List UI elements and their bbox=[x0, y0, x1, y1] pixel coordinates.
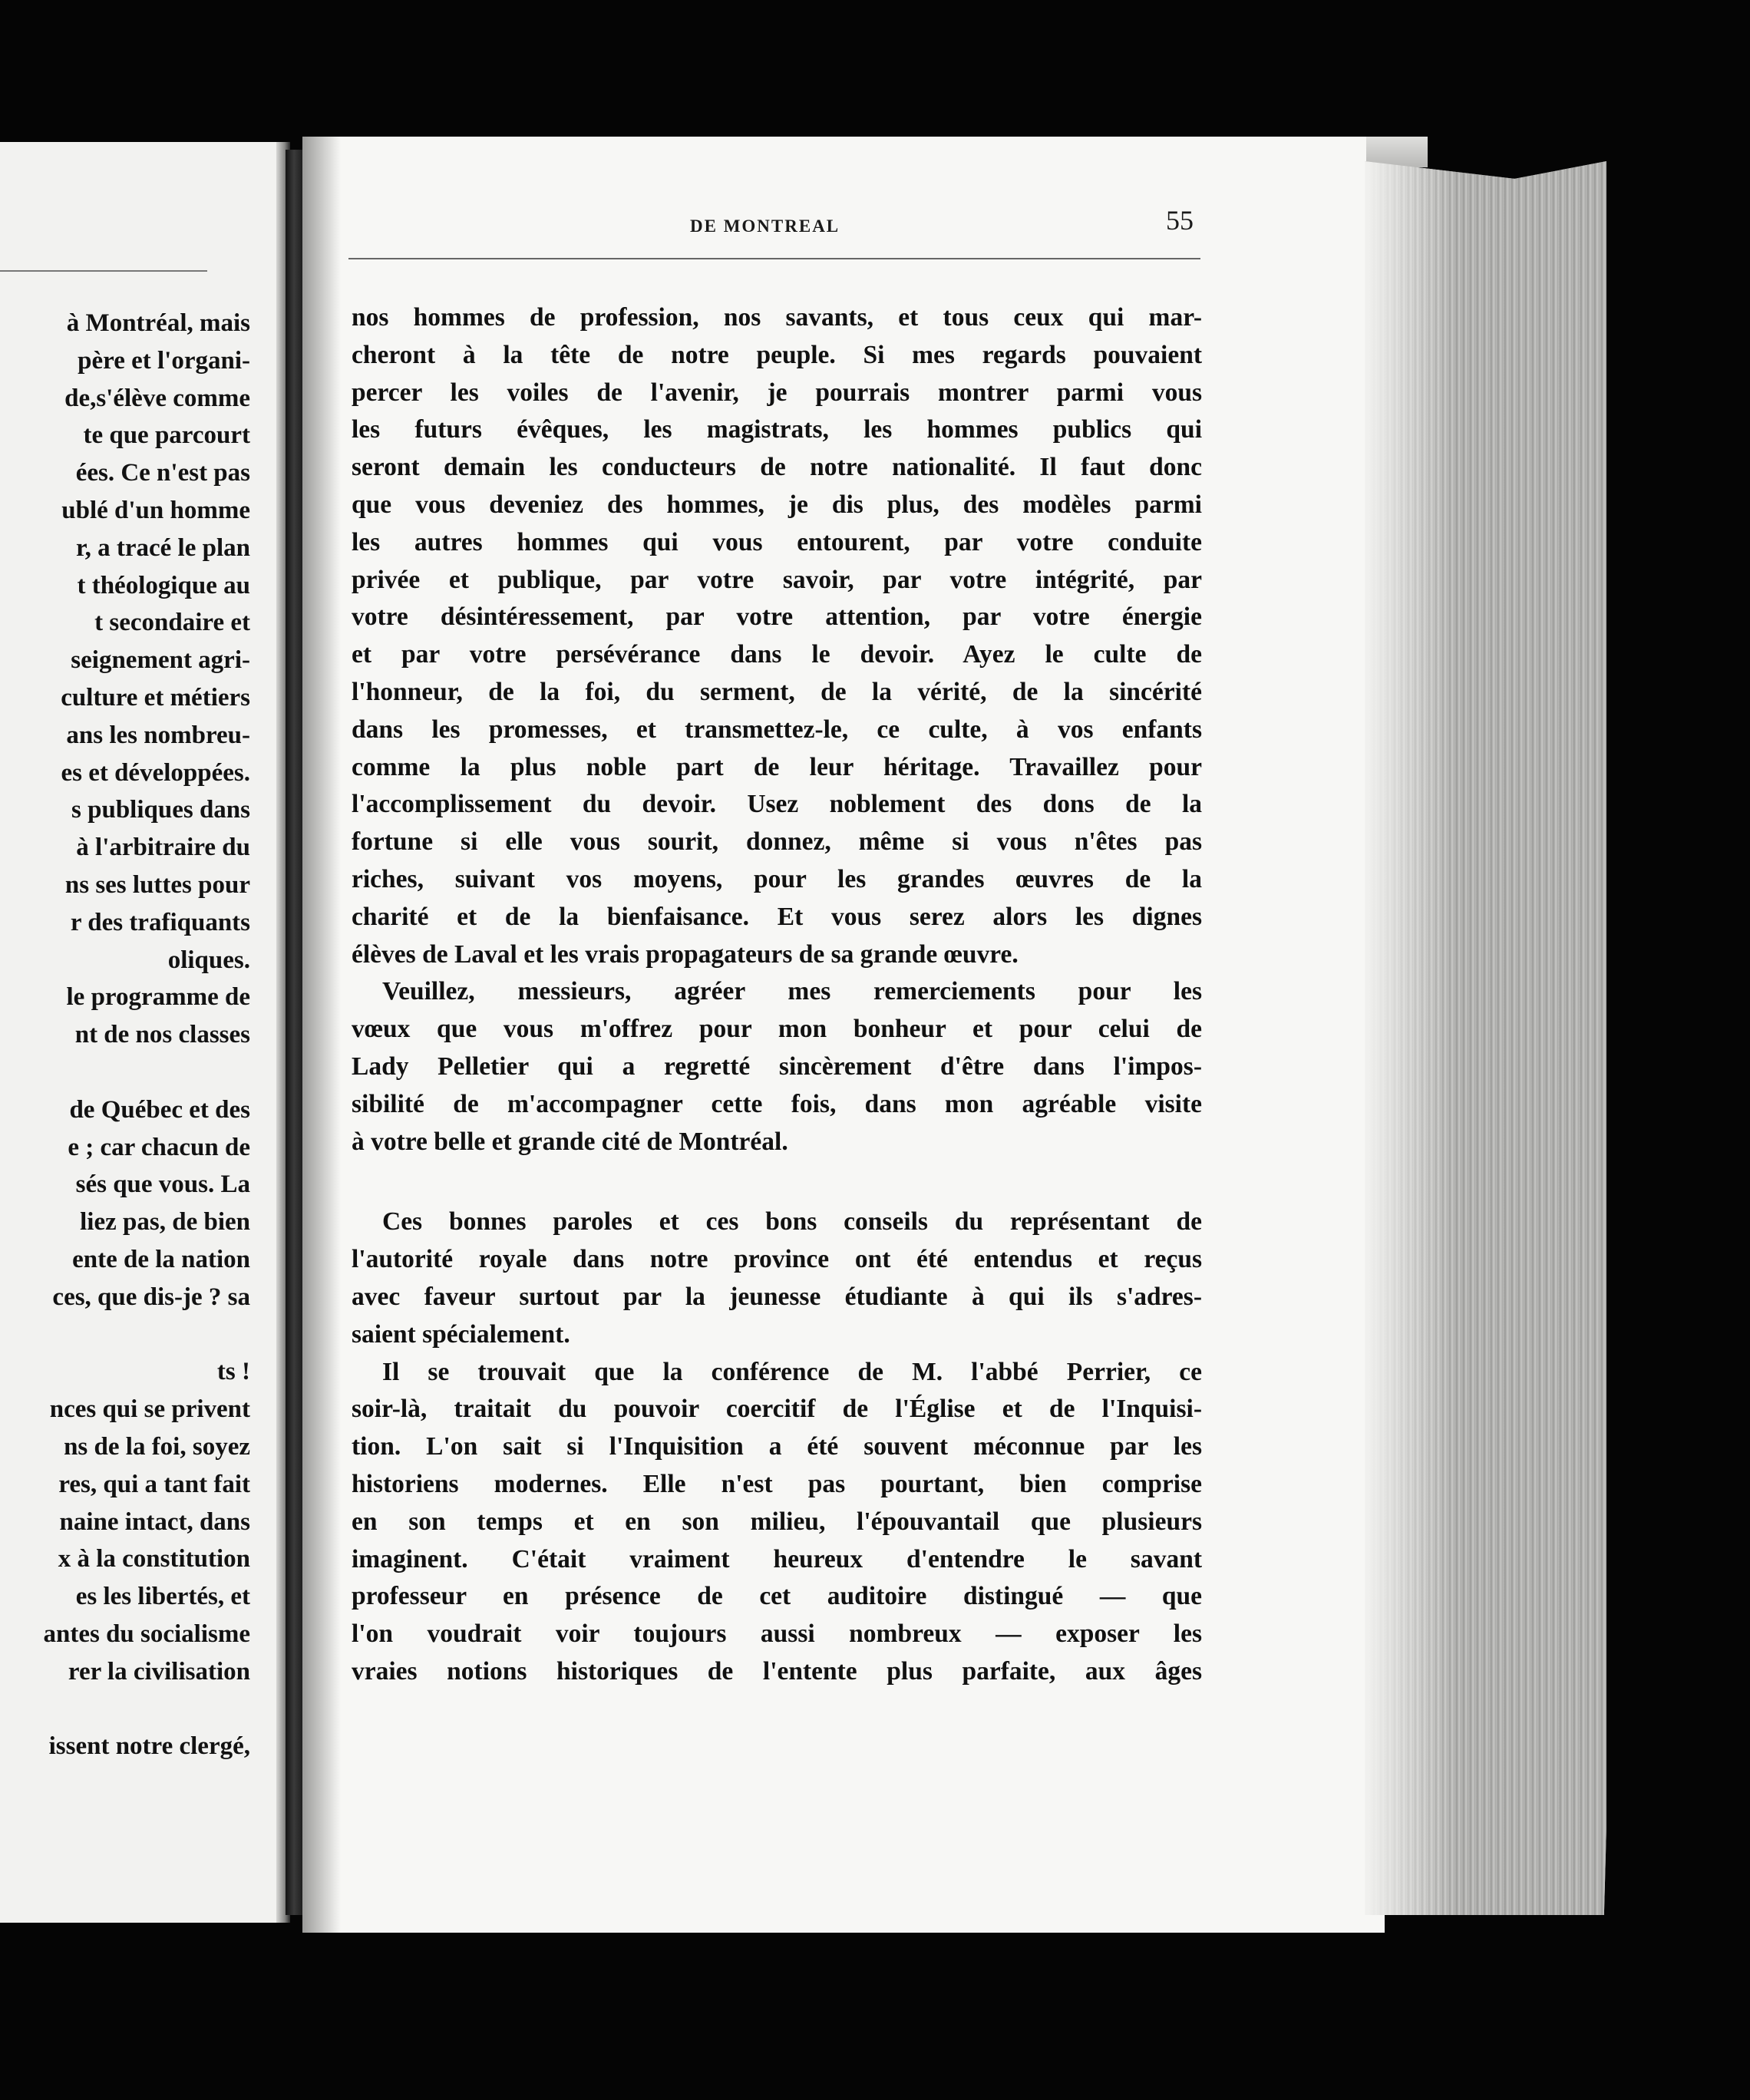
text-line: riches, suivant vos moyens, pour les grandes œuvres de la bbox=[352, 864, 1202, 893]
text-line: élèves de Laval et les vrais propagateurs de sa grande œuvre. bbox=[352, 939, 1019, 969]
text-line: sés que vous. La bbox=[75, 1171, 250, 1199]
text-line: ans les nombreu- bbox=[66, 721, 250, 749]
text-line: ces, que dis-je ? sa bbox=[52, 1283, 250, 1311]
text-line: professeur en présence de cet auditoire distingué — que bbox=[352, 1582, 1202, 1611]
right-page-gutter-shade bbox=[302, 137, 341, 1933]
text-line: que vous deveniez des hommes, je dis plus, des modèles parmi bbox=[352, 490, 1202, 519]
text-line: de,s'élève comme bbox=[64, 384, 250, 412]
text-line: l'accomplissement du devoir. Usez noblement des dons de la bbox=[352, 790, 1202, 819]
text-line: à Montréal, mais bbox=[66, 309, 250, 337]
body-text bbox=[352, 299, 1202, 1691]
text-line: ublé d'un homme bbox=[61, 496, 250, 524]
left-page bbox=[0, 142, 290, 1923]
text-line: l'honneur, de la foi, du serment, de la vérité, de la sincérité bbox=[352, 677, 1202, 706]
text-line: Lady Pelletier qui a regretté sincèrement d'être dans l'impos- bbox=[352, 1052, 1202, 1081]
page-edges-fade bbox=[1365, 161, 1457, 1915]
text-line: l'on voudrait voir toujours aussi nombreux — exposer les bbox=[352, 1620, 1202, 1649]
right-page bbox=[302, 137, 1385, 1933]
running-head: DE MONTREAL bbox=[690, 216, 840, 236]
text-line: es et développées. bbox=[61, 758, 250, 787]
text-line: ts ! bbox=[216, 1358, 250, 1386]
text-line: e ; car chacun de bbox=[68, 1133, 250, 1161]
text-line: x à la constitution bbox=[58, 1545, 250, 1573]
page-number: 55 bbox=[1166, 205, 1194, 236]
text-line: ées. Ce n'est pas bbox=[75, 459, 250, 487]
text-line: tion. L'on sait si l'Inquisition a été souvent méconnue par les bbox=[352, 1432, 1202, 1461]
text-line: culture et métiers bbox=[61, 683, 250, 712]
text-line bbox=[0, 1690, 250, 1728]
text-line: ns ses luttes pour bbox=[64, 870, 250, 899]
text-line: à votre belle et grande cité de Montréal. bbox=[352, 1127, 788, 1156]
text-line: imaginent. C'était vraiment heureux d'entendre le savant bbox=[352, 1544, 1202, 1573]
text-line: votre désintéressement, par votre attention, par votre énergie bbox=[352, 603, 1202, 632]
text-line: les autres hommes qui vous entourent, par votre conduite bbox=[352, 527, 1202, 556]
text-line: l'autorité royale dans notre province ont été entendus et reçus bbox=[352, 1245, 1202, 1274]
text-line: vraies notions historiques de l'entente plus parfaite, aux âges bbox=[352, 1656, 1202, 1686]
text-line: historiens modernes. Elle n'est pas pourtant, bien comprise bbox=[352, 1469, 1202, 1498]
text-line: nos hommes de profession, nos savants, et tous ceux qui mar- bbox=[352, 303, 1202, 332]
left-page-header-rule bbox=[0, 270, 207, 272]
text-line: fortune si elle vous sourit, donnez, même si vous n'êtes pas bbox=[352, 827, 1202, 857]
text-line: dans les promesses, et transmettez-le, ce culte, à vos enfants bbox=[352, 715, 1202, 744]
text-line: antes du socialisme bbox=[43, 1620, 250, 1648]
text-line: le programme de bbox=[66, 983, 250, 1012]
text-line: les futurs évêques, les magistrats, les hommes publics qui bbox=[352, 415, 1202, 444]
text-line: comme la plus noble part de leur héritage. Travaillez pour bbox=[352, 752, 1202, 781]
text-line: liez pas, de bien bbox=[80, 1208, 250, 1237]
header-rule bbox=[348, 258, 1200, 259]
text-line: vœux que vous m'offrez pour mon bonheur et pour celui de bbox=[352, 1015, 1202, 1044]
text-line: res, qui a tant fait bbox=[58, 1470, 250, 1498]
text-line: de Québec et des bbox=[69, 1095, 250, 1124]
text-line: percer les voiles de l'avenir, je pourrais montrer parmi vous bbox=[352, 378, 1202, 407]
text-line: rer la civilisation bbox=[68, 1657, 250, 1686]
text-line: s publiques dans bbox=[71, 796, 250, 824]
text-line: soir-là, traitait du pouvoir coercitif de l'Église et de l'Inquisi- bbox=[352, 1395, 1202, 1424]
paragraph-4 bbox=[352, 1354, 1202, 1691]
text-line: nces qui se privent bbox=[49, 1395, 250, 1424]
text-line: naine intact, dans bbox=[59, 1507, 250, 1536]
text-line: ente de la nation bbox=[72, 1245, 250, 1273]
text-line: Ces bonnes paroles et ces bons conseils du représentant de bbox=[382, 1207, 1202, 1237]
text-line bbox=[0, 1054, 250, 1091]
text-line: en son temps et en son milieu, l'épouvantail que plusieurs bbox=[352, 1507, 1202, 1536]
text-line: avec faveur surtout par la jeunesse étudiante à qui ils s'adres- bbox=[352, 1282, 1202, 1311]
text-line: t théologique au bbox=[77, 571, 250, 599]
text-line bbox=[0, 1316, 250, 1354]
text-line: issent notre clergé, bbox=[48, 1732, 250, 1761]
text-line: seignement agri- bbox=[71, 646, 250, 675]
text-line: et par votre persévérance dans le devoir. Ayez le culte de bbox=[352, 640, 1202, 669]
left-page-text bbox=[0, 305, 250, 1765]
text-line: Il se trouvait que la conférence de M. l'abbé Perrier, ce bbox=[382, 1357, 1202, 1386]
text-line: cheront à la tête de notre peuple. Si mes regards pouvaient bbox=[352, 340, 1202, 369]
text-line: privée et publique, par votre savoir, par votre intégrité, par bbox=[352, 565, 1202, 594]
paragraph-1 bbox=[352, 299, 1202, 973]
text-line: seront demain les conducteurs de notre nationalité. Il faut donc bbox=[352, 453, 1202, 482]
text-line: nt de nos classes bbox=[74, 1021, 250, 1049]
paragraph-2 bbox=[352, 973, 1202, 1161]
text-line: saient spécialement. bbox=[352, 1319, 570, 1349]
text-line: te que parcourt bbox=[83, 421, 250, 450]
text-line: ns de la foi, soyez bbox=[64, 1432, 250, 1461]
text-line: Veuillez, messieurs, agréer mes remerciements pour les bbox=[382, 977, 1202, 1006]
text-line: père et l'organi- bbox=[78, 346, 250, 375]
text-line: r, a tracé le plan bbox=[76, 533, 250, 562]
text-line: sibilité de m'accompagner cette fois, dans mon agréable visite bbox=[352, 1089, 1202, 1118]
paragraph-3 bbox=[352, 1204, 1202, 1353]
text-line: oliques. bbox=[167, 946, 250, 974]
paragraph-gap bbox=[352, 1161, 1202, 1204]
text-line: t secondaire et bbox=[94, 609, 250, 637]
text-line: à l'arbitraire du bbox=[76, 834, 250, 862]
text-line: r des trafiquants bbox=[70, 908, 250, 936]
text-line: es les libertés, et bbox=[75, 1583, 250, 1611]
text-line: charité et de la bienfaisance. Et vous serez alors les dignes bbox=[352, 902, 1202, 931]
page-edges bbox=[1365, 161, 1606, 1915]
